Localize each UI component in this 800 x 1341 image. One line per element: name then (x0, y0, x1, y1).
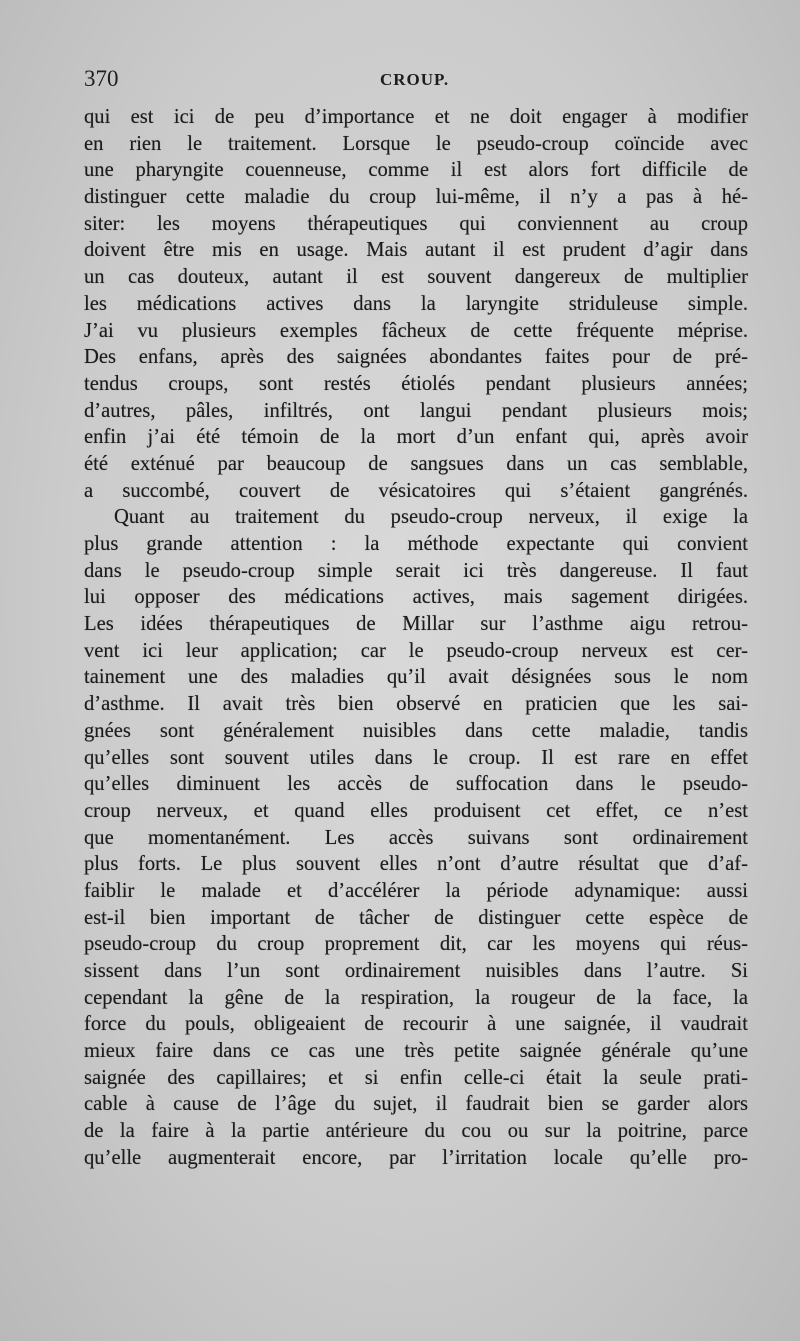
text-line: plus forts. Le plus souvent elles n’ont d’autre résultat que d’af- (84, 853, 748, 876)
text-line: J’ai vu plusieurs exemples fâcheux de cette fréquente méprise. (84, 319, 748, 342)
text-line: vent ici leur application; car le pseudo-croup nerveux est cer- (84, 639, 748, 662)
running-head: CROUP. (380, 70, 450, 89)
paragraph-start-line: Quant au traitement du pseudo-croup nerveux, il exige la (114, 506, 748, 529)
text-line: croup nerveux, et quand elles produisent cet effet, ce n’est (84, 799, 748, 822)
text-line: de la faire à la partie antérieure du cou ou sur la poitrine, parce (84, 1120, 748, 1143)
text-line: tendus croups, sont restés étiolés pendant plusieurs années; (84, 372, 748, 395)
text-line: qui est ici de peu d’importance et ne doit engager à modifier (84, 106, 748, 128)
page-number: 370 (84, 66, 119, 91)
text-line: siter: les moyens thérapeutiques qui conviennent au croup (84, 212, 748, 235)
text-line: pseudo-croup du croup proprement dit, car les moyens qui réus- (84, 933, 748, 956)
text-line: enfin j’ai été témoin de la mort d’un enfant qui, après avoir (84, 426, 748, 449)
text-line: saignée des capillaires; et si enfin celle-ci était la seule prati- (84, 1066, 748, 1089)
text-line: Des enfans, après des saignées abondantes faites pour de pré- (84, 346, 748, 369)
text-line: gnées sont généralement nuisibles dans cette maladie, tandis (84, 719, 748, 742)
text-line: dans le pseudo-croup simple serait ici très dangereuse. Il faut (84, 559, 748, 582)
text-line: est-il bien important de tâcher de distinguer cette espèce de (84, 906, 748, 929)
text-line: que momentanément. Les accès suivans sont ordinairement (84, 826, 748, 849)
text-line: en rien le traitement. Lorsque le pseudo-croup coïncide avec (84, 132, 748, 155)
text-line: les médications actives dans la laryngite striduleuse simple. (84, 292, 748, 315)
text-line: lui opposer des médications actives, mais sagement dirigées. (84, 586, 748, 609)
text-line: d’asthme. Il avait très bien observé en praticien que les sai- (84, 693, 748, 716)
text-line: doivent être mis en usage. Mais autant il est prudent d’agir dans (84, 239, 748, 262)
text-line: a succombé, couvert de vésicatoires qui s’étaient gangrénés. (84, 479, 748, 502)
text-line: faiblir le malade et d’accélérer la période adynamique: aussi (84, 879, 748, 902)
text-line: été exténué par beaucoup de sangsues dans un cas semblable, (84, 452, 748, 475)
text-line: qu’elle augmenterait encore, par l’irritation locale qu’elle pro- (84, 1146, 748, 1169)
text-line: Les idées thérapeutiques de Millar sur l’asthme aigu retrou- (84, 613, 748, 636)
text-line: un cas douteux, autant il est souvent dangereux de multiplier (84, 266, 748, 289)
text-line: d’autres, pâles, infiltrés, ont langui pendant plusieurs mois; (84, 399, 748, 422)
text-line: mieux faire dans ce cas une très petite saignée générale qu’une (84, 1040, 748, 1063)
text-line: une pharyngite couenneuse, comme il est alors fort difficile de (84, 159, 748, 182)
text-line: tainement une des maladies qu’il avait désignées sous le nom (84, 666, 748, 689)
text-line: cable à cause de l’âge du sujet, il faudrait bien se garder alors (84, 1093, 748, 1116)
text-line: qu’elles diminuent les accès de suffocation dans le pseudo- (84, 773, 748, 796)
text-line: distinguer cette maladie du croup lui-même, il n’y a pas à hé- (84, 186, 748, 209)
text-line: plus grande attention : la méthode expectante qui convient (84, 533, 748, 555)
text-line: cependant la gêne de la respiration, la rougeur de la face, la (84, 986, 748, 1009)
text-line: sissent dans l’un sont ordinairement nuisibles dans l’autre. Si (84, 960, 748, 982)
page-header (84, 66, 748, 100)
body-text (84, 104, 748, 1172)
text-line: qu’elles sont souvent utiles dans le croup. Il est rare en effet (84, 746, 748, 769)
text-line: force du pouls, obligeaient de recourir à une saignée, il vaudrait (84, 1013, 748, 1036)
